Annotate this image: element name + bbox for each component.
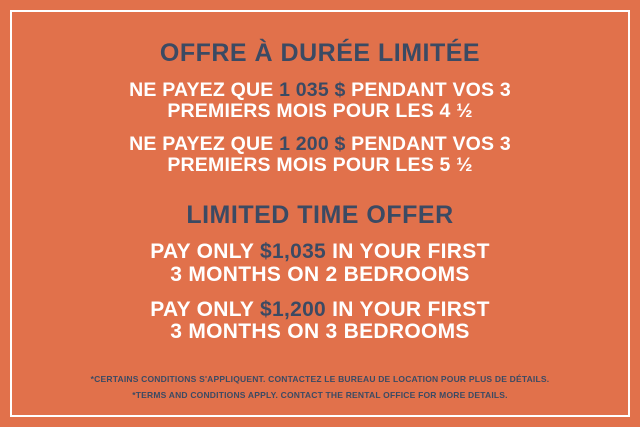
headline-french: OFFRE À DURÉE LIMITÉE bbox=[159, 39, 481, 67]
offer-line-2: PREMIERS MOIS POUR LES 5 ½ bbox=[167, 153, 473, 176]
fineprint-french: *CERTAINS CONDITIONS S'APPLIQUENT. CONTACTEZ LE BUREAU DE LOCATION POUR PLUS DE DÉTAILS. bbox=[90, 373, 550, 384]
offer-block-french-2 bbox=[44, 134, 596, 176]
offer-tail-text: IN YOUR FIRST bbox=[332, 297, 490, 321]
offer-block-english-1 bbox=[44, 241, 596, 286]
offer-lead-text: PAY ONLY bbox=[150, 240, 254, 264]
offer-block-english-2 bbox=[44, 299, 596, 344]
offer-tail-text: IN YOUR FIRST bbox=[332, 240, 490, 264]
offer-price: $1,035 bbox=[260, 240, 327, 264]
offer-line-2: PREMIERS MOIS POUR LES 4 ½ bbox=[167, 99, 473, 122]
offer-line-1 bbox=[44, 241, 596, 264]
offer-price: 1 200 $ bbox=[279, 132, 346, 155]
offer-lead-text: NE PAYEZ QUE bbox=[129, 78, 274, 101]
offer-line-2: 3 MONTHS ON 3 BEDROOMS bbox=[170, 320, 470, 344]
section-divider-spacer bbox=[44, 176, 596, 202]
headline-english: LIMITED TIME OFFER bbox=[186, 200, 454, 229]
offer-tail-text: PENDANT VOS 3 bbox=[351, 78, 511, 101]
offer-line-2: 3 MONTHS ON 2 BEDROOMS bbox=[170, 262, 470, 286]
fineprint bbox=[10, 371, 630, 403]
offer-lead-text: NE PAYEZ QUE bbox=[129, 132, 274, 155]
offer-block-french-1 bbox=[44, 80, 596, 122]
fineprint-english: *TERMS AND CONDITIONS APPLY. CONTACT THE RENTAL OFFICE FOR MORE DETAILS. bbox=[132, 389, 508, 400]
offer-line-1 bbox=[44, 134, 596, 155]
offer-tail-text: PENDANT VOS 3 bbox=[351, 132, 511, 155]
offer-price: 1 035 $ bbox=[279, 78, 346, 101]
poster-content bbox=[10, 10, 630, 417]
offer-lead-text: PAY ONLY bbox=[150, 297, 254, 321]
offer-line-1 bbox=[44, 80, 596, 101]
offer-price: $1,200 bbox=[260, 297, 327, 321]
offer-line-1 bbox=[44, 299, 596, 322]
